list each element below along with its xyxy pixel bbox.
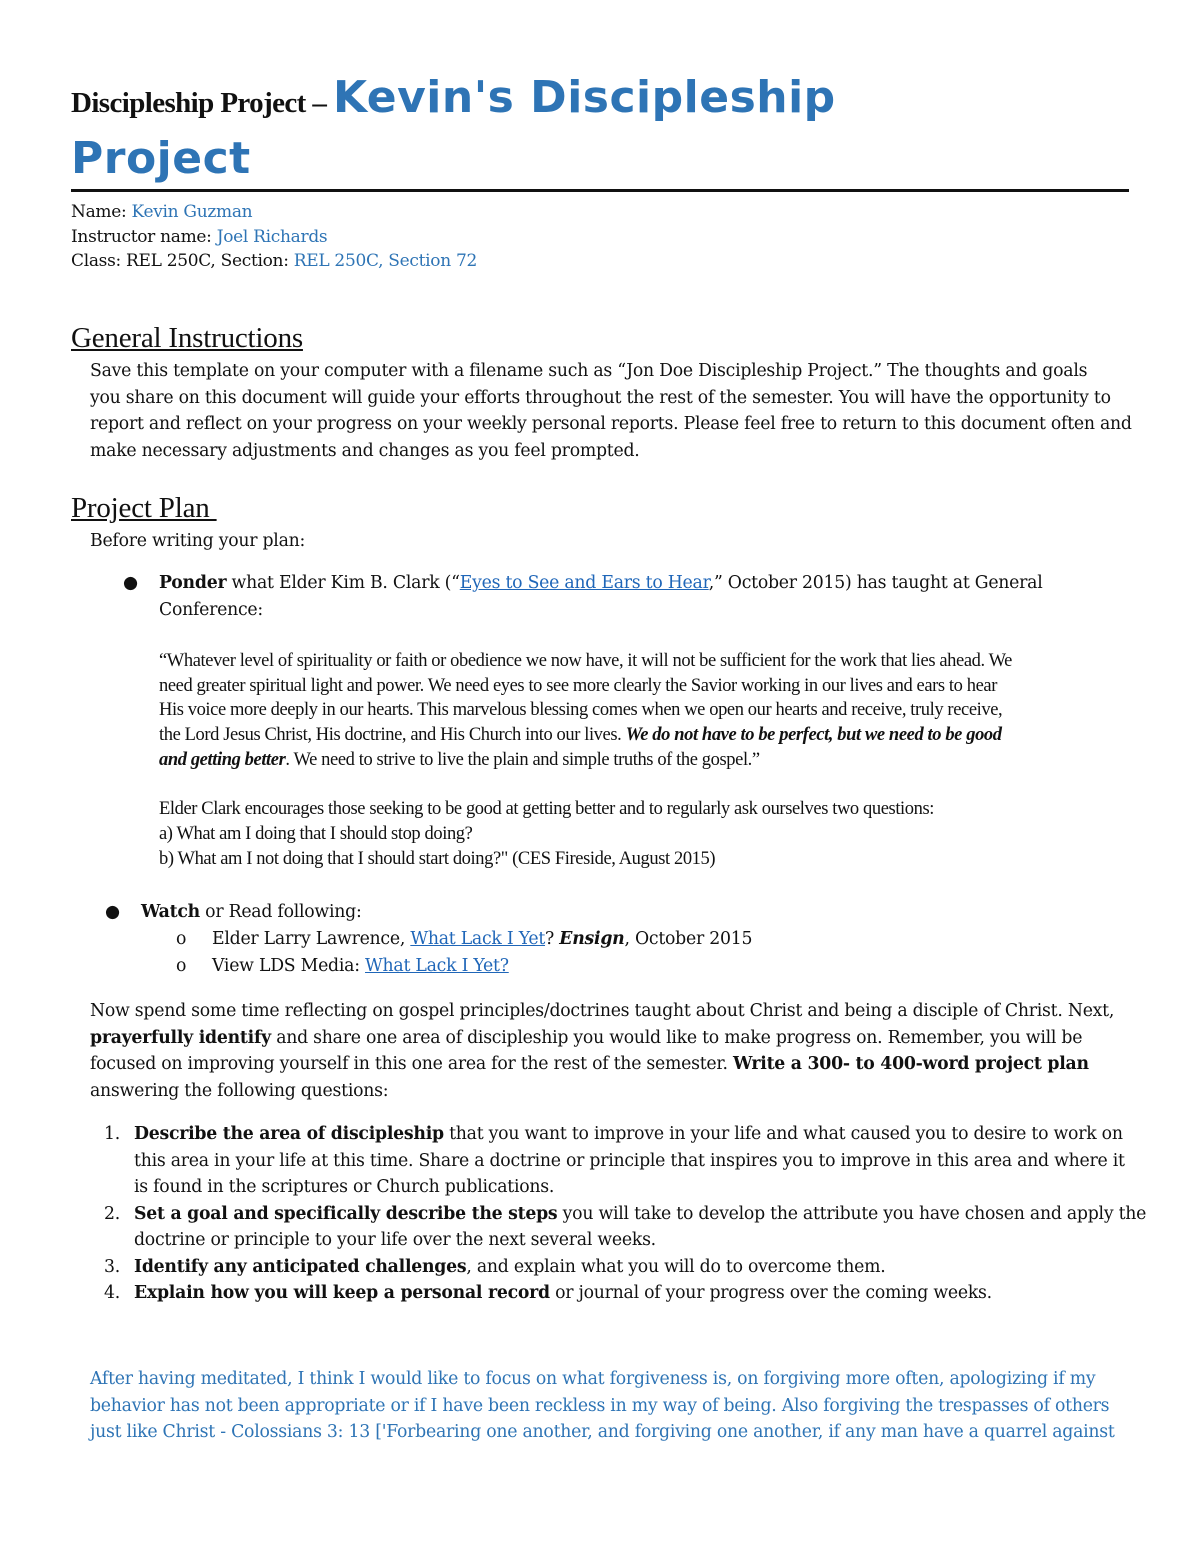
- questions-list: [90, 1121, 1146, 1307]
- what-lack-i-yet-video-link[interactable]: What Lack I Yet?: [365, 956, 509, 976]
- list-number: 3.: [104, 1256, 120, 1277]
- list-number: 4.: [104, 1283, 120, 1303]
- watch-bold: Watch: [141, 902, 200, 922]
- project-plan-heading: Project Plan: [71, 492, 217, 524]
- text-line: focused on improving yourself in this one area for the rest of the semester.: [90, 1054, 734, 1074]
- bullet-icon: ●: [123, 573, 138, 593]
- name-label: Name:: [71, 202, 132, 222]
- list-item-text: doctrine or principle to your life over the next several weeks.: [134, 1230, 656, 1250]
- text-line: you share on this document will guide your efforts throughout the rest of the semester. You will have the opportunity to: [90, 387, 1111, 408]
- document-title: [71, 70, 1129, 190]
- text-line: report and reflect on your progress on your weekly personal reports. Please feel free to return to this document often and: [90, 414, 1132, 434]
- response-line: After having meditated, I think I would like to focus on what forgiveness is, on forgiving more often, apologizing if my: [90, 1369, 1096, 1389]
- list-item-text: or journal of your progress over the coming weeks.: [549, 1283, 992, 1303]
- clark-line: b) What am I not doing that I should start doing?" (CES Fireside, August 2015): [159, 848, 716, 869]
- quote-line: “Whatever level of spirituality or faith or obedience we now have, it will not be sufficient for the work that lies ahead. We: [159, 651, 1012, 671]
- list-item-text: this area in your life at this time. Share a doctrine or principle that inspires you to improve in this area and where it: [134, 1150, 1125, 1171]
- student-info: [71, 200, 477, 274]
- list-item: [104, 1280, 1146, 1307]
- text-line: Now spend some time reflecting on gospel principles/doctrines taught about Christ and being a disciple of Christ. Next,: [90, 1001, 1115, 1021]
- ponder-text: what Elder Kim B. Clark (“: [226, 573, 460, 593]
- sub-item-text: Elder Larry Lawrence,: [212, 928, 411, 949]
- ponder-bullet: [90, 570, 1043, 623]
- ponder-bold: Ponder: [159, 573, 227, 593]
- response-line: behavior has not been appropriate or if I have been reckless in my way of being. Also forgiving the trespasses of others: [90, 1395, 1110, 1416]
- class-label: Class: REL 250C, Section:: [71, 251, 294, 271]
- circle-bullet-icon: o: [176, 956, 187, 976]
- list-item-bold: Identify any anticipated challenges: [134, 1256, 467, 1277]
- student-response: [90, 1366, 1115, 1446]
- response-line: just like Christ - Colossians 3: 13 ['Forbearing one another, and forgiving one another, if any man have a quarrel against: [90, 1422, 1115, 1442]
- list-item: [104, 1254, 1146, 1281]
- sub-item-text: , October 2015: [624, 928, 753, 949]
- name-value: Kevin Guzman: [131, 202, 253, 222]
- ensign-title: Ensign: [559, 928, 625, 949]
- list-item-text: is found in the scriptures or Church publications.: [134, 1177, 555, 1197]
- quote-line: the Lord Jesus Christ, His doctrine, and His Church into our lives.: [159, 725, 626, 746]
- list-item-bold: Explain how you will keep a personal record: [134, 1283, 550, 1303]
- text-line: and share one area of discipleship you would like to make progress on. Remember, you will be: [270, 1027, 1083, 1048]
- document-page: [71, 70, 1147, 1442]
- quote-line: His voice more deeply in our hearts. This marvelous blessing comes when we open our hearts and receive, truly receive,: [159, 700, 1003, 721]
- class-value: REL 250C, Section 72: [293, 251, 478, 271]
- list-number: 1.: [104, 1124, 120, 1144]
- clark-line: Elder Clark encourages those seeking to be good at getting better and to regularly ask ourselves two questions:: [159, 799, 935, 820]
- title-prefix: Discipleship Project –: [71, 87, 333, 119]
- list-item-text: that you want to improve in your life and what caused you to desire to work on: [443, 1124, 1123, 1144]
- list-item-bold: Set a goal and specifically describe the steps: [134, 1203, 558, 1224]
- clark-quote: [159, 649, 1012, 871]
- eyes-to-see-link[interactable]: Eyes to See and Ears to Hear: [459, 573, 709, 593]
- what-lack-i-yet-article-link[interactable]: What Lack I Yet: [410, 928, 546, 949]
- sub-item-2: [176, 953, 752, 980]
- instructor-value: Joel Richards: [216, 226, 328, 247]
- list-item: [104, 1121, 1146, 1201]
- watch-text: or Read following:: [199, 902, 362, 922]
- quote-line: need greater spiritual light and power. We need eyes to see more clearly the Savior working in our lives and ears to hear: [159, 675, 997, 696]
- list-item-bold: Describe the area of discipleship: [134, 1124, 444, 1144]
- list-item-text: you will take to develop the attribute you have chosen and apply the: [557, 1203, 1147, 1224]
- list-item: [104, 1201, 1147, 1254]
- quote-emphasis: We do not have to be perfect, but we need to be good: [625, 725, 1002, 746]
- ponder-text-end: ,” October 2015) has taught at General: [708, 573, 1043, 593]
- list-item-text: , and explain what you will do to overcome them.: [466, 1256, 886, 1277]
- watch-bullet: [90, 899, 752, 980]
- sub-item-text: View LDS Media:: [212, 956, 366, 976]
- title-divider: [71, 189, 1129, 192]
- title-project-name-line1: Kevin's Discipleship: [332, 72, 836, 123]
- text-bold: Write a 300- to 400-word project plan: [733, 1054, 1089, 1074]
- now-spend-paragraph: [90, 998, 1114, 1104]
- quote-line: . We need to strive to live the plain and simple truths of the gospel.”: [285, 749, 760, 770]
- circle-bullet-icon: o: [176, 928, 187, 949]
- sub-item-text: ?: [545, 928, 560, 949]
- text-bold: prayerfully identify: [90, 1027, 271, 1048]
- plan-intro: Before writing your plan:: [90, 531, 306, 551]
- general-instructions-heading: General Instructions: [71, 322, 303, 354]
- sub-item-1: [176, 926, 753, 953]
- text-line: Save this template on your computer with a filename such as “Jon Doe Discipleship Project.” The thoughts and goals: [90, 361, 1088, 381]
- instructor-label: Instructor name:: [71, 226, 217, 247]
- bullet-icon: ●: [105, 902, 120, 922]
- general-instructions-text: [90, 358, 1132, 464]
- clark-line: a) What am I doing that I should stop doing?: [159, 823, 473, 844]
- ponder-text-line2: Conference:: [159, 599, 263, 620]
- text-line: answering the following questions:: [90, 1080, 389, 1101]
- text-line: make necessary adjustments and changes as you feel prompted.: [90, 440, 640, 461]
- list-number: 2.: [104, 1203, 120, 1224]
- title-project-name-line2: Project: [71, 133, 251, 184]
- quote-emphasis: and getting better: [159, 749, 286, 770]
